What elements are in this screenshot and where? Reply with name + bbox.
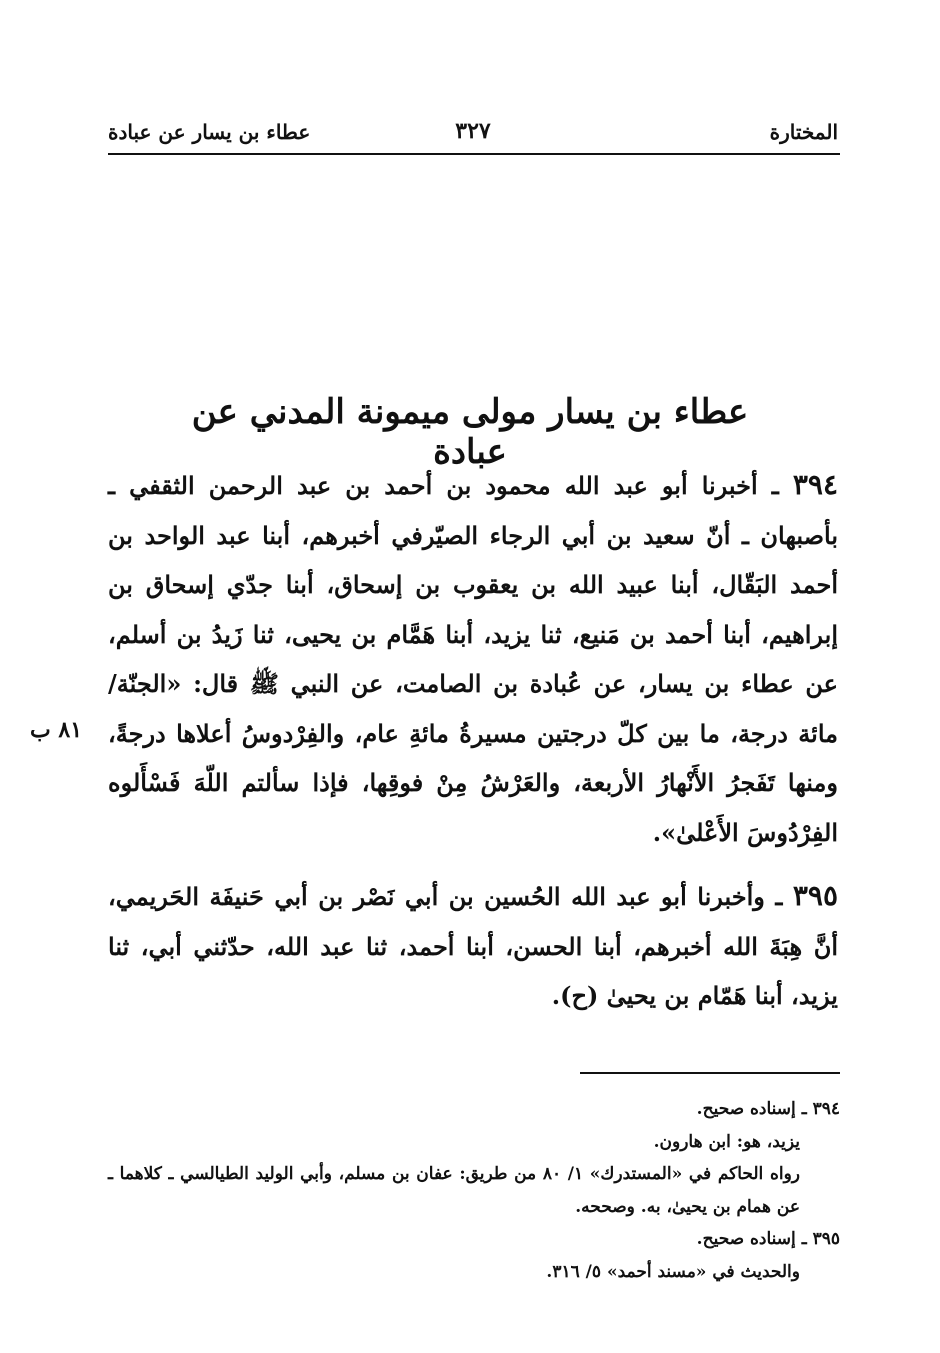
margin-folio-note: ٨١ ب (30, 717, 83, 743)
hadith-text: ـ وأخبرنا أبو عبد الله الحُسين بن أبي نَصْر بن أبي حَنيفَة الحَريمي، أنَّ هِبَةَ الله أخبرهم، أبنا الحسن، أبنا أحمد، ثنا عبد الله، حدّثني أبي، ثنا يزيد، أبنا هَمّام بن يحيىٰ (ح). (108, 882, 838, 1010)
footnote-line: والحديث في «مسند أحمد» ٥/ ٣١٦. (546, 1261, 800, 1282)
footnote-line: رواه الحاكم في «المستدرك» ١/ ٨٠ من طريق: عفان بن مسلم، وأبي الوليد الطيالسي ـ كلاهما ـ عن همام بن يحيىٰ، به. وصححه. (108, 1164, 800, 1217)
hadith-text: ـ أخبرنا أبو عبد الله محمود بن أحمد بن عبد الرحمن الثقفي ـ بأصبهان ـ أنّ سعيد بن أبي الرجاء الصيّرفي أخبرهم، أبنا عبد الواحد بن أحمد البَقّال، أبنا عبيد الله بن يعقوب بن إسحاق، أبنا جدّي إسحاق بن إبراهيم، أبنا أحمد بن مَنيع، ثنا يزيد، أبنا هَمَّام بن يحيى، ثنا زَيدُ بن أسلم، عن عطاء بن يسار، عن عُبادة بن الصامت، عن النبي ﷺ قال: «الجنّة/ مائة درجة، ما بين كلّ درجتين مسيرةُ مائةِ عام، والفِرْدوسُ أعلاها درجةً، ومنها تَفَجرُ الأَنْهارُ الأربعة، والعَرْشُ مِنْ فوقِها، فإذا سألتم اللّهَ فَسْأَلوه الفِرْدُوسَ الأَعْلىٰ». (108, 471, 838, 847)
section-title: عطاء بن يسار مولى ميمونة المدني عن عبادة (191, 392, 749, 472)
hadith-number: ٣٩٥ (792, 879, 838, 912)
chapter-heading: عطاء بن يسار عن عبادة (108, 120, 311, 144)
footnote-rule (580, 1072, 840, 1074)
footnote-line: يزيد، هو: ابن هارون. (653, 1131, 800, 1152)
main-text (108, 460, 838, 1021)
book-title: المختارة (769, 120, 838, 144)
hadith-number: ٣٩٤ (792, 468, 838, 501)
footnote-label: ٣٩٥ ـ إسناده صحيح. (696, 1229, 840, 1249)
footnotes (108, 1093, 840, 1288)
page-number: ٣٢٧ (455, 118, 491, 144)
running-header (108, 110, 838, 154)
hadith-395 (108, 871, 838, 1021)
hadith-394 (108, 460, 838, 857)
header-rule (108, 153, 840, 155)
footnote-label: ٣٩٤ ـ إسناده صحيح. (696, 1099, 840, 1119)
